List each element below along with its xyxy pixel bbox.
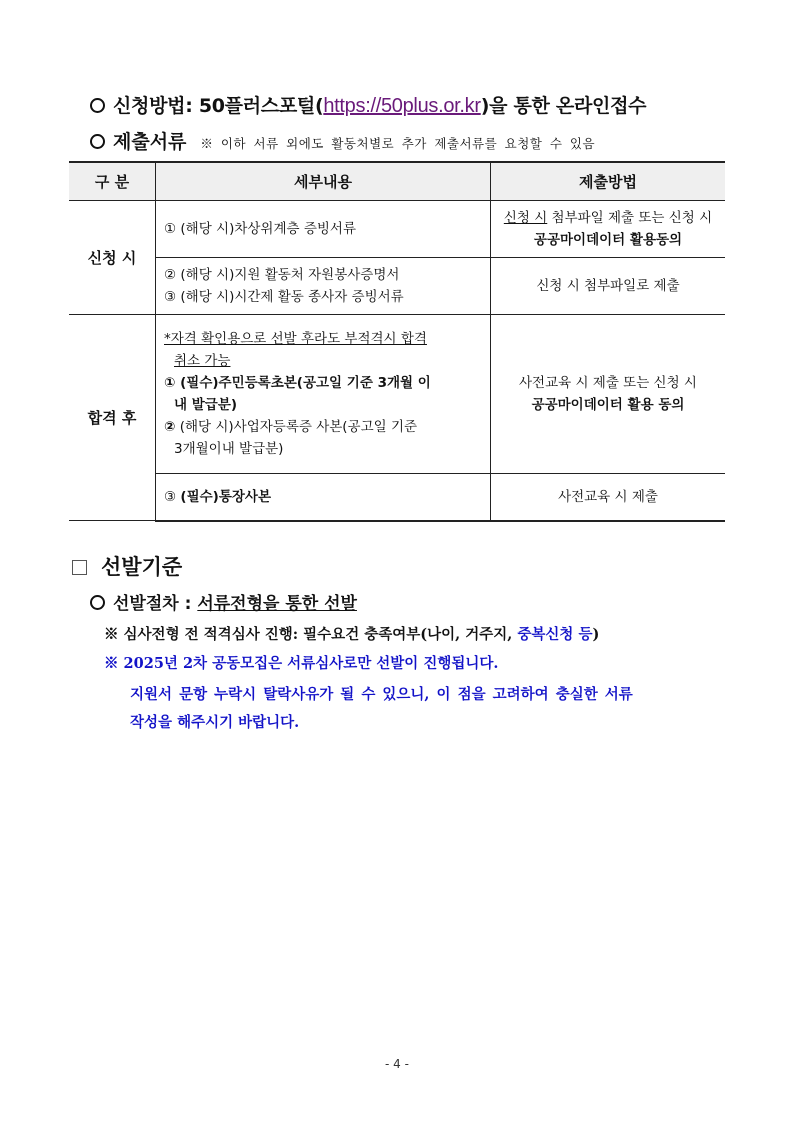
method-cell xyxy=(491,315,726,474)
method-text-bold: 공공마이데이터 활용동의 xyxy=(533,232,683,248)
documents-title: 제출서류 xyxy=(113,131,187,153)
detail-text-bold: 내 발급분) xyxy=(174,397,238,413)
method-text-bold: 공공마이데이터 활용 동의 xyxy=(531,397,685,413)
documents-note: ※ 이하 서류 외에도 활동처별로 추가 제출서류를 요청할 수 있음 xyxy=(200,136,596,151)
table-row xyxy=(69,474,725,521)
criteria-heading xyxy=(72,551,182,581)
procedure-value: 서류전형을 통한 선발 xyxy=(197,594,357,614)
table-row xyxy=(69,201,725,258)
portal-link[interactable]: https://50plus.or.kr xyxy=(323,95,481,117)
circle-bullet-icon xyxy=(90,134,105,149)
method-cell: 사전교육 시 제출 xyxy=(491,474,726,521)
detail-text-bold: (필수)통장사본 xyxy=(180,488,271,505)
circle-bullet-icon xyxy=(90,595,105,610)
detail-cell xyxy=(156,258,491,315)
method-underlined: 신청 시 xyxy=(503,210,548,226)
category-passed: 합격 후 xyxy=(69,315,156,521)
item-number: ② xyxy=(164,419,176,435)
detail-text: ③ (해당 시)시간제 활동 종사자 증빙서류 xyxy=(164,289,404,305)
screening-note-end: ) xyxy=(592,626,600,643)
omission-warning-line2: 작성을 해주시기 바랍니다. xyxy=(130,714,300,731)
screening-note-highlight: 중복신청 등 xyxy=(517,626,593,643)
method-text: 첨부파일 제출 또는 신청 시 xyxy=(547,210,713,226)
detail-text: ② (해당 시)지원 활동처 자원봉사증명서 xyxy=(164,267,400,283)
table-row xyxy=(69,315,725,474)
header-method: 제출방법 xyxy=(491,162,726,201)
page-number: - 4 - xyxy=(385,1057,409,1071)
recruitment-note: ※ 2025년 2차 공동모집은 서류심사로만 선발이 진행됩니다. xyxy=(104,655,499,672)
procedure-label: 선발절차 : xyxy=(113,594,198,614)
detail-cell xyxy=(156,201,491,258)
circle-bullet-icon xyxy=(90,98,105,113)
screening-note xyxy=(104,623,599,644)
application-method-label: 신청방법: 50플러스포털( xyxy=(113,95,324,117)
detail-cell xyxy=(156,474,491,521)
method-text: 사전교육 시 제출 또는 신청 시 xyxy=(519,375,697,391)
detail-cell xyxy=(156,315,491,474)
header-category: 구 분 xyxy=(69,162,156,201)
disqualification-note: *자격 확인용으로 선발 후라도 부적격시 합격 xyxy=(164,331,427,347)
disqualification-note-cont: 취소 가능 xyxy=(174,353,231,369)
detail-text: (해당 시)사업자등록증 사본(공고일 기준 xyxy=(175,419,418,435)
application-method-suffix: )을 통한 온라인접수 xyxy=(480,95,647,117)
screening-note-text: ※ 심사전형 전 적격심사 진행: 필수요건 충족여부(나이, 거주지, xyxy=(104,626,518,643)
application-method-line xyxy=(90,91,646,118)
detail-text-bold: ① (필수)주민등록초본(공고일 기준 3개월 이 xyxy=(164,375,431,391)
documents-table xyxy=(69,161,725,522)
header-detail: 세부내용 xyxy=(156,162,491,201)
method-cell xyxy=(491,201,726,258)
item-number: ③ xyxy=(164,488,181,505)
table-row xyxy=(69,258,725,315)
detail-text: ① (해당 시)차상위계층 증빙서류 xyxy=(164,221,357,237)
detail-text: 3개월이내 발급분) xyxy=(174,441,284,457)
criteria-title: 선발기준 xyxy=(101,555,183,579)
square-bullet-icon xyxy=(72,560,87,575)
procedure-line xyxy=(90,589,357,614)
documents-heading-line xyxy=(90,127,595,154)
category-apply: 신청 시 xyxy=(69,201,156,315)
omission-warning-line1: 지원서 문항 누락시 탈락사유가 될 수 있으니, 이 점을 고려하여 충실한 서류 xyxy=(130,686,633,703)
method-cell: 신청 시 첨부파일로 제출 xyxy=(491,258,726,315)
table-header-row xyxy=(69,162,725,201)
